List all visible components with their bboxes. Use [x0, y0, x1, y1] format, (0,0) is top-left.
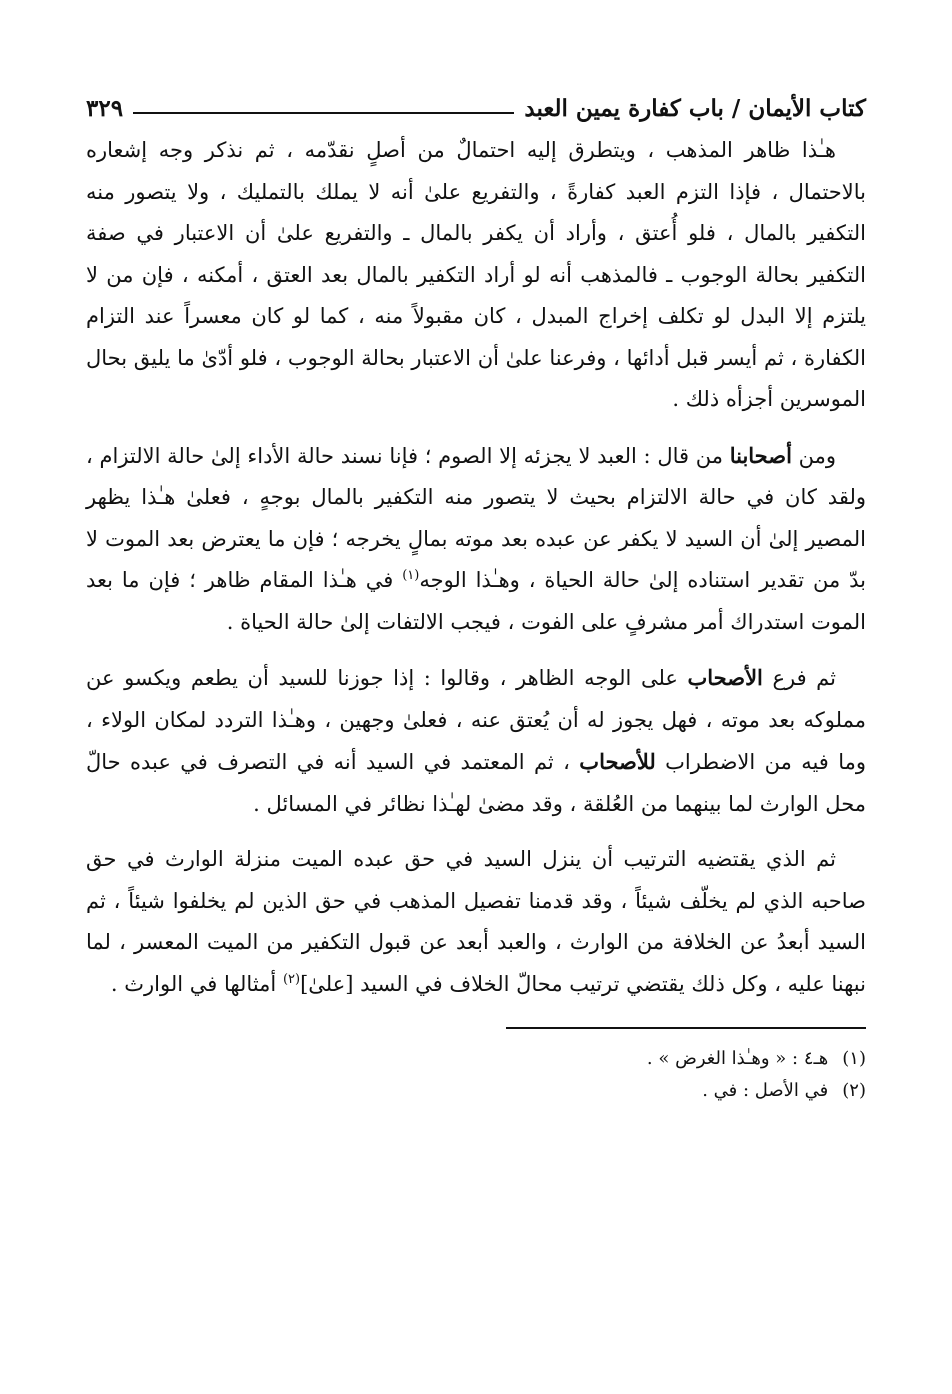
paragraph-text: هـٰذا ظاهر المذهب ، ويتطرق إليه احتمالٌ من أصلٍ نقدّمه ، ثم نذكر وجه إشعاره بالاحتمال ، فإذا التزم العبد كفارةً ، والتفريع علىٰ أنه لا يملك بالتمليك ، ولا يتصور منه التكفير بالمال ، فلو أُعتق ، وأراد أن يكفر بالمال ـ والتفريع علىٰ أن الاعتبار في صفة التكفير بحالة الوجوب ـ فالمذهب أنه لو أراد التكفير بالمال بعد العتق ، أمكنه ، فإن من لا يلتزم إلا البدل لو تكلف إخراج المبدل ، كان مقبولاً منه ، كما لو كان معسراً عند التزام الكفارة ، ثم أيسر قبل أدائها ، وفرعنا علىٰ أن الاعتبار بحالة الوجوب ، فلو أدّىٰ ما يليق بحال الموسرين أجزأه ذلك . — [86, 138, 866, 411]
footnote-marker: (٢) — [842, 1080, 866, 1101]
page-header — [86, 84, 866, 122]
page-number: ٣٢٩ — [86, 95, 124, 122]
paragraph-1 — [86, 130, 866, 421]
footnote-ref[interactable]: (٢) — [282, 971, 301, 987]
paragraph-text: على الوجه الظاهر ، وقالوا : إذا جوزنا للسيد أن يطعم ويكسو عن مملوكه بعد موته ، فهل يجوز له أن يُعتق عنه ، فعلىٰ وجهين ، وهـٰذا التردد لمكان الولاء ، وما فيه من الاضطراب — [86, 666, 866, 774]
footnote-separator — [506, 1027, 866, 1029]
paragraph-3 — [86, 657, 866, 825]
paragraph-text: أمثالها في الوارث . — [110, 971, 283, 996]
footnote-marker: (١) — [842, 1048, 866, 1069]
header-rule — [133, 112, 514, 114]
paragraph-lead: ثم فرع — [762, 666, 837, 690]
running-title: كتاب الأيمان / باب كفارة يمين العبد — [524, 95, 866, 122]
footnote-ref[interactable]: (١) — [402, 568, 420, 583]
paragraph-lead: ومن — [791, 443, 836, 468]
footnote-2 — [86, 1075, 866, 1107]
paragraph-text: من قال : العبد لا يجزئه إلا الصوم ؛ فإنا نسند حالة الأداء إلىٰ حالة الالتزام ، ولقد كان في حالة الالتزام بحيث لا يتصور منه التكفير بالمال بوجهٍ ، فعلىٰ هـٰذا يظهر المصير إلىٰ أن السيد لا يكفر عن عبده بعد موته بمالٍ يخرجه ؛ فإن ما يعترض بعد الموت لا بدّ من تقدير استناده إلىٰ حالة الحياة ، وهـٰذا الوجه — [86, 443, 866, 592]
paragraph-2 — [86, 435, 866, 644]
footnote-1 — [86, 1043, 866, 1075]
bold-term: للأصحاب — [579, 749, 656, 774]
bold-term: الأصحاب — [687, 665, 763, 690]
document-page — [86, 84, 866, 1107]
paragraph-text: في هـٰذا المقام ظاهر ؛ فإن ما بعد الموت استدراك أمر مشرفٍ على الفوت ، فيجب الالتفات إلىٰ حالة الحياة . — [86, 568, 866, 634]
footnote-text: في الأصل : في . — [702, 1080, 829, 1101]
footnote-text: هـ٤ : « وهـٰذا الغرض » . — [646, 1048, 829, 1069]
paragraph-4 — [86, 839, 866, 1005]
bold-term: أصحابنا — [729, 442, 792, 468]
main-text — [86, 130, 866, 1005]
paragraph-text: ، ثم المعتمد في السيد أنه في التصرف في عبده حالّ محل الوارث لما بينهما من العُلقة ، وقد مضىٰ لهـٰذا نظائر في المسائل . — [86, 750, 866, 816]
footnotes — [86, 1043, 866, 1107]
paragraph-text: ثم الذي يقتضيه الترتيب أن ينزل السيد في حق عبده الميت منزلة الوارث في حق صاحبه الذي لم يخلّف شيئاً ، وقد قدمنا تفصيل المذهب في حق الذين لم يخلفوا شيئاً ، ثم السيد أبعدُ عن الخلافة من الوارث ، والعبد أبعد عن قبول التكفير من الميت المعسر ، لما نبهنا عليه ، وكل ذلك يقتضي ترتيب محالّ الخلاف في السيد [علىٰ] — [86, 847, 866, 996]
